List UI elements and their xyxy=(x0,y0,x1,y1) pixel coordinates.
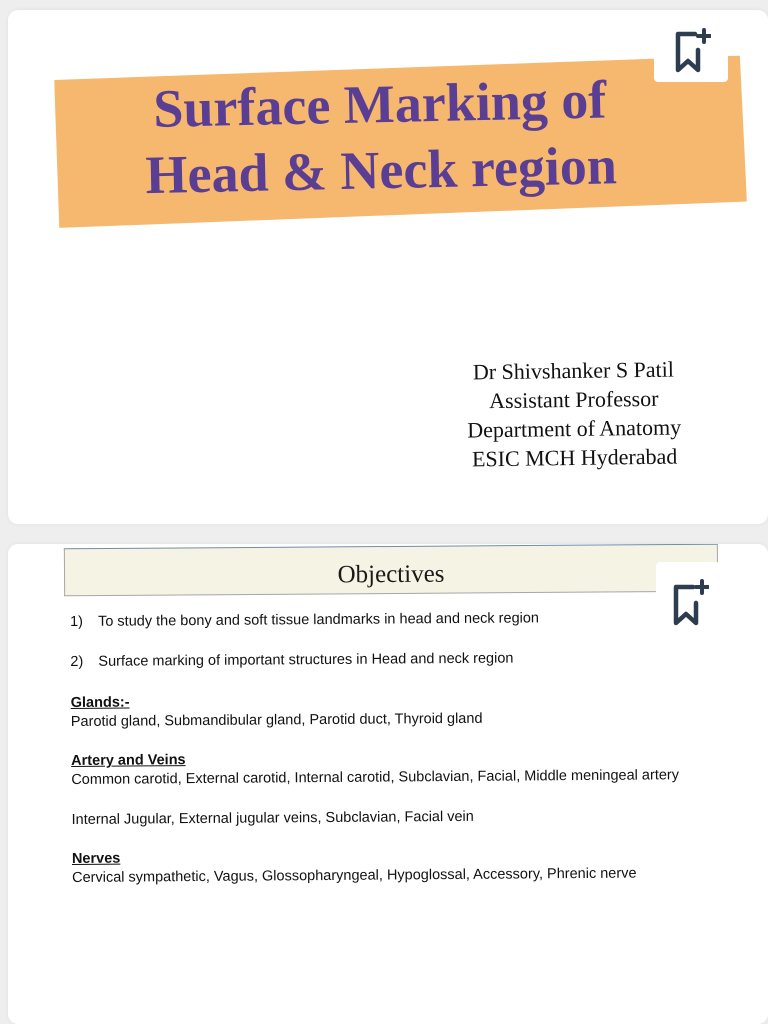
slide-title xyxy=(54,64,707,210)
objectives-heading: Objectives xyxy=(337,560,445,589)
bookmark-add-button[interactable] xyxy=(654,20,728,82)
bookmark-add-icon xyxy=(671,28,711,74)
objective-item xyxy=(70,609,710,630)
title-line-2: Head & Neck region xyxy=(144,135,618,206)
section-text-glands: Parotid gland, Submandibular gland, Parotid duct, Thyroid gland xyxy=(70,710,483,730)
objective-text: To study the bony and soft tissue landmarks in head and neck region xyxy=(97,610,540,630)
section-heading-artery-veins: Artery and Veins xyxy=(71,752,186,769)
author-designation: Assistant Professor xyxy=(488,385,659,414)
title-slide xyxy=(8,10,768,524)
author-institution: ESIC MCH Hyderabad xyxy=(471,443,678,472)
title-band xyxy=(54,56,747,226)
section-text-nerves: Cervical sympathetic, Vagus, Glossopharyngeal, Hypoglossal, Accessory, Phrenic nerve xyxy=(72,865,637,886)
objectives-slide xyxy=(8,544,768,1024)
author-name: Dr Shivshanker S Patil xyxy=(472,356,675,385)
objectives-content xyxy=(70,609,712,908)
objective-number: 2) xyxy=(70,653,84,670)
section-heading-glands: Glands:- xyxy=(70,694,130,711)
objective-text: Surface marking of important structures in Head and neck region xyxy=(98,650,514,670)
section-text-veins: Internal Jugular, External jugular veins, Subclavian, Facial vein xyxy=(71,808,474,828)
author-block xyxy=(423,354,725,474)
author-department: Department of Anatomy xyxy=(467,414,682,443)
section-heading-nerves: Nerves xyxy=(71,850,121,867)
objectives-header-band xyxy=(64,544,718,596)
title-line-1: Surface Marking of xyxy=(152,69,607,139)
objective-number: 1) xyxy=(70,613,84,630)
objective-item xyxy=(70,649,710,670)
section-text-arteries: Common carotid, External carotid, Internal carotid, Subclavian, Facial, Middle meningeal artery xyxy=(71,767,680,788)
